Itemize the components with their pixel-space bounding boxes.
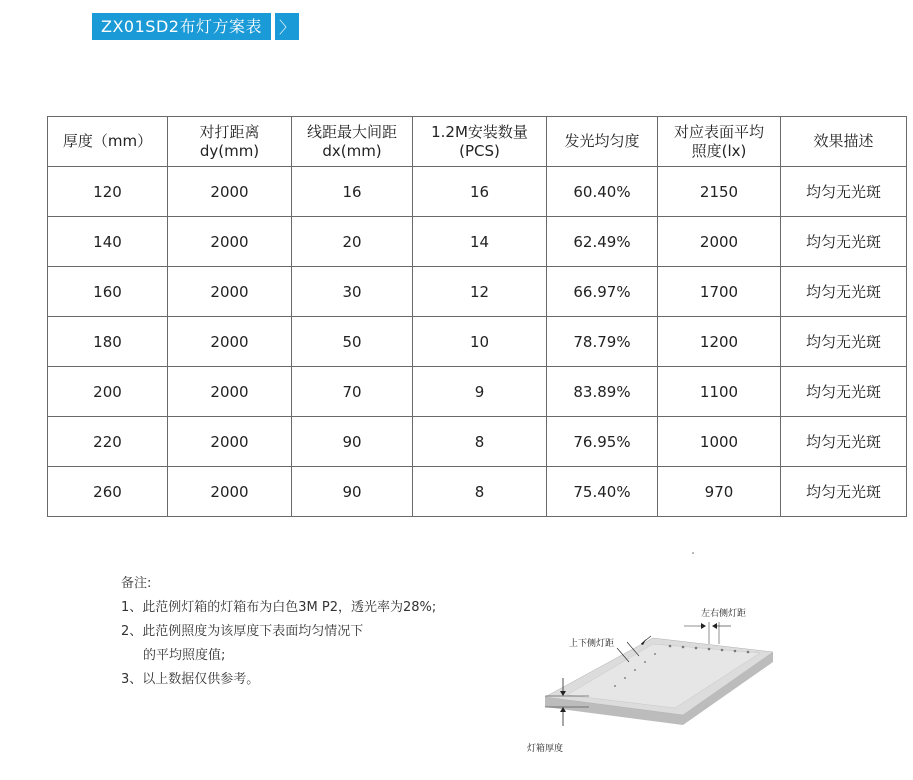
table-cell: 200 — [48, 367, 168, 417]
table-cell: 76.95% — [547, 417, 658, 467]
table-cell: 60.40% — [547, 167, 658, 217]
table-cell: 160 — [48, 267, 168, 317]
table-cell: 140 — [48, 217, 168, 267]
table-cell: 1100 — [658, 367, 781, 417]
table-cell: 30 — [292, 267, 413, 317]
table-cell: 970 — [658, 467, 781, 517]
table-cell: 2000 — [658, 217, 781, 267]
table-cell: 90 — [292, 467, 413, 517]
table-cell: 12 — [413, 267, 547, 317]
note-line-3: 3、以上数据仅供参考。 — [121, 672, 260, 687]
table-header-row — [48, 117, 907, 167]
table-row — [48, 417, 907, 467]
note-line-2-cont: 的平均照度值; — [143, 648, 226, 663]
table-cell: 8 — [413, 417, 547, 467]
column-header: 厚度（mm） — [48, 117, 168, 167]
table-cell: 2000 — [168, 417, 292, 467]
table-cell: 均匀无光斑 — [781, 167, 907, 217]
note-line-2: 2、此范例照度为该厚度下表面均匀情况下 — [121, 624, 364, 639]
table-cell: 20 — [292, 217, 413, 267]
table-cell: 2000 — [168, 217, 292, 267]
note-line-1: 1、此范例灯箱的灯箱布为白色3M P2，透光率为28%; — [121, 600, 437, 615]
table-body — [48, 167, 907, 517]
table-cell: 78.79% — [547, 317, 658, 367]
column-header: 1.2M安装数量 (PCS) — [413, 117, 547, 167]
table-cell: 2000 — [168, 317, 292, 367]
table-cell: 2000 — [168, 467, 292, 517]
table-cell: 180 — [48, 317, 168, 367]
lightbox-diagram — [505, 550, 805, 770]
column-header: 线距最大间距 dx(mm) — [292, 117, 413, 167]
table-cell: 1200 — [658, 317, 781, 367]
table-cell: 260 — [48, 467, 168, 517]
page-title: ZX01SD2布灯方案表 — [92, 13, 271, 40]
table-cell: 9 — [413, 367, 547, 417]
table-cell: 均匀无光斑 — [781, 467, 907, 517]
table-cell: 均匀无光斑 — [781, 367, 907, 417]
dot-mark — [692, 552, 694, 554]
table-cell: 16 — [292, 167, 413, 217]
column-header: 对应表面平均 照度(lx) — [658, 117, 781, 167]
column-header: 效果描述 — [781, 117, 907, 167]
table-cell: 14 — [413, 217, 547, 267]
table-cell: 1700 — [658, 267, 781, 317]
table-cell: 均匀无光斑 — [781, 417, 907, 467]
table-cell: 均匀无光斑 — [781, 217, 907, 267]
table-cell: 16 — [413, 167, 547, 217]
chevron-right-icon[interactable]: 〉 — [275, 13, 299, 40]
table-cell: 1000 — [658, 417, 781, 467]
table-cell: 8 — [413, 467, 547, 517]
table-cell: 120 — [48, 167, 168, 217]
table-cell: 2000 — [168, 167, 292, 217]
notes-heading: 备注: — [121, 576, 152, 591]
table-cell: 10 — [413, 317, 547, 367]
label-side-spacing: 左右侧灯距 — [701, 609, 747, 619]
table-cell: 75.40% — [547, 467, 658, 517]
column-header: 发光均匀度 — [547, 117, 658, 167]
table-cell: 均匀无光斑 — [781, 267, 907, 317]
table-cell: 2000 — [168, 267, 292, 317]
table-cell: 62.49% — [547, 217, 658, 267]
label-top-spacing: 上下侧灯距 — [569, 639, 615, 649]
table-cell: 均匀无光斑 — [781, 317, 907, 367]
title-bar — [92, 13, 299, 40]
table-row — [48, 267, 907, 317]
table-row — [48, 467, 907, 517]
table-row — [48, 217, 907, 267]
table-cell: 90 — [292, 417, 413, 467]
column-header: 对打距离 dy(mm) — [168, 117, 292, 167]
table-cell: 83.89% — [547, 367, 658, 417]
table-cell: 220 — [48, 417, 168, 467]
table-cell: 2000 — [168, 367, 292, 417]
table-cell: 50 — [292, 317, 413, 367]
layout-table — [47, 116, 907, 517]
table-row — [48, 317, 907, 367]
table-cell: 70 — [292, 367, 413, 417]
table-cell: 66.97% — [547, 267, 658, 317]
table-row — [48, 167, 907, 217]
label-thickness: 灯箱厚度 — [527, 744, 564, 754]
table-row — [48, 367, 907, 417]
table-cell: 2150 — [658, 167, 781, 217]
notes — [121, 572, 436, 692]
